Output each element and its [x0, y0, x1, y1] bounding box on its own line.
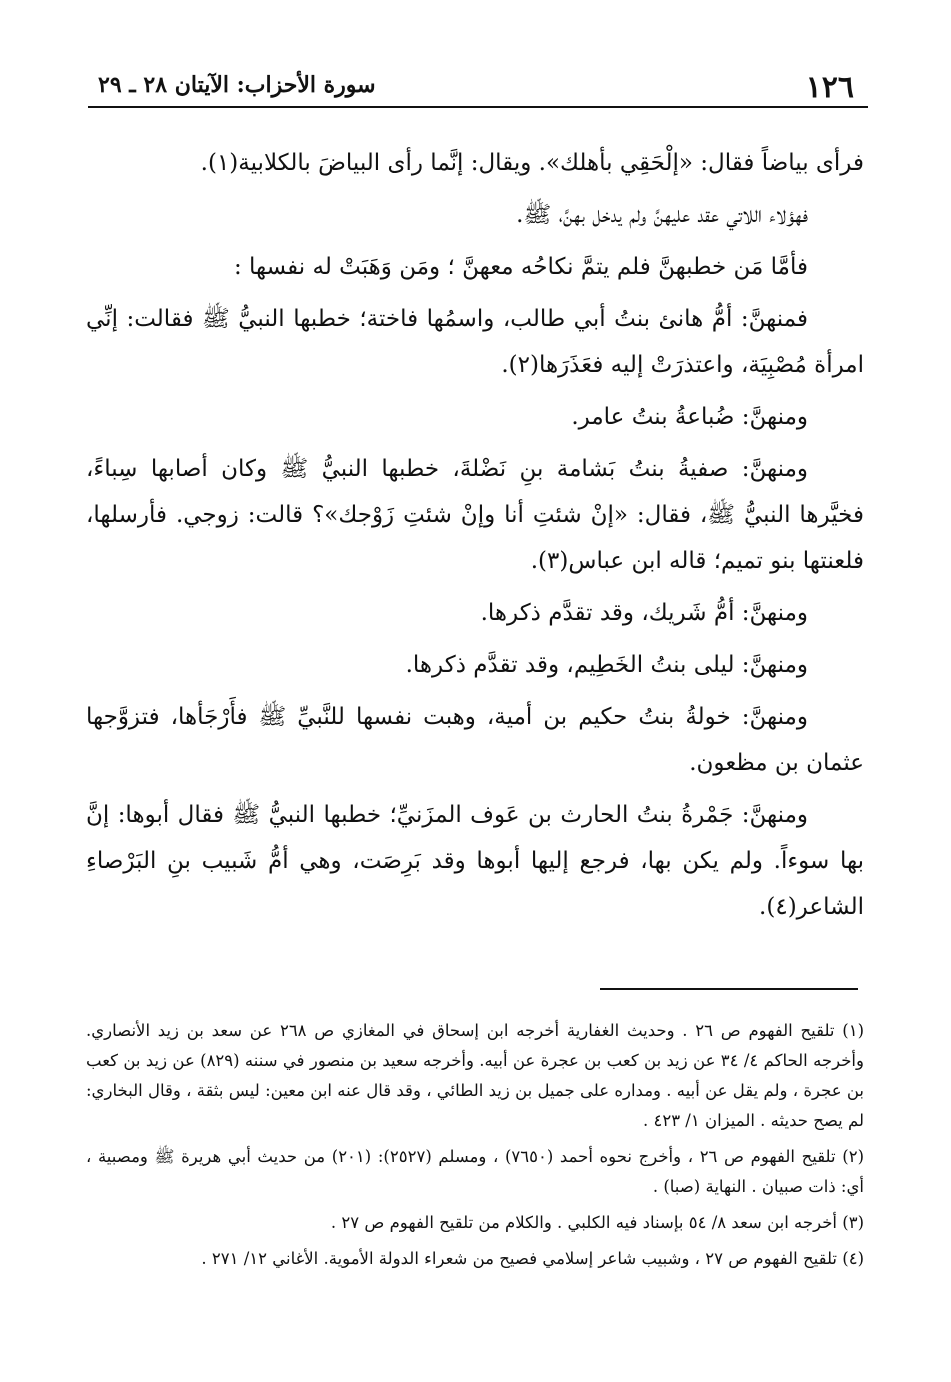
paragraph: فأمَّا مَن خطبهنَّ فلم يتمَّ نكاحُه معهنَّ ؛ ومَن وَهَبَتْ له نفسها :: [233, 254, 808, 280]
running-title: سورة الأحزاب: الآيتان ٢٨ ـ ٢٩: [98, 72, 376, 98]
footnote: (٣) أخرجه ابن سعد ٨/ ٥٤ بإسناد فيه الكلبي . والكلام من تلقيح الفهوم ص ٢٧ .: [330, 1213, 864, 1232]
paragraph: ومنهنَّ: صفيةُ بنتُ بَشامة بنِ نَضْلةَ، خطبها النبيُّ ﷺ وكان أصابها سِباءً، فخيَّرها النبيُّ ﷺ، فقال: «إنْ شئتِ أنا وإنْ شئتِ زَوْجك»؟ قالت: زوجي. فأرسلها، فلعنتها بنو تميم؛ قاله ابن عباس(٣).: [86, 456, 864, 574]
paragraph: ومنهنَّ: جَمْرةُ بنتُ الحارث بن عَوف المزَنيِّ؛ خطبها النبيُّ ﷺ فقال أبوها: إنَّ بها سوءاً. ولم يكن بها، فرجع إليها أبوها وقد بَرِصَت، وهي أمُّ شَبيب بنِ البَرْصاءِ الشاعر(٤).: [86, 802, 864, 920]
footnotes: [86, 1016, 864, 1280]
footnote: (٤) تلقيح الفهوم ص ٢٧ ، وشبيب شاعر إسلامي فصيح من شعراء الدولة الأموية. الأغاني ١٢/ ٢٧١ .: [201, 1249, 864, 1268]
paragraph: فرأى بياضاً فقال: «إلْحَقِي بأهلك». ويقال: إنَّما رأى البياضَ بالكلابية(١).: [200, 150, 864, 176]
paragraph: ومنهنَّ: ليلى بنتُ الخَطِيم، وقد تقدَّم ذكرها.: [405, 652, 808, 678]
paragraph: فهؤلاء اللاتي عقد عليهنَّ ولم يدخل بهنَّ، ﷺ.: [516, 202, 808, 228]
footnote-divider: [600, 988, 858, 990]
paragraph: ومنهنَّ: ضُباعةُ بنتُ عامر.: [571, 404, 808, 430]
footnote: (١) تلقيح الفهوم ص ٢٦ . وحديث الغفارية أخرجه ابن إسحاق في المغازي ص ٢٦٨ عن سعد بن زيد الأنصاري. وأخرجه الحاكم ٤/ ٣٤ عن زيد بن كعب بن عجرة عن أبيه. وأخرجه سعيد بن منصور في سننه (٨٢٩) عن زيد بن كعب بن عجرة ، ولم يقل عن أبيه . ومداره على جميل بن زيد الطائي ، وقد قال عنه ابن معين: ليس بثقة ، وقال البخاري: لم يصح حديثه . الميزان ١/ ٤٢٣ .: [86, 1021, 865, 1130]
paragraph: ومنهنَّ: خولةُ بنتُ حكيم بن أمية، وهبت نفسها للنَّبيِّ ﷺ فأَرْجَأها، فتزوَّجها عثمان بن مظعون.: [86, 704, 864, 776]
paragraph: ومنهنَّ: أمُّ شَريك، وقد تقدَّم ذكرها.: [480, 600, 808, 626]
paragraph: فمنهنَّ: أمُّ هانئ بنتُ أبي طالب، واسمُها فاختة؛ خطبها النبيُّ ﷺ فقالت: إنِّي امرأة مُصْبِيَة، واعتذرَتْ إليه فعَذَرَها(٢).: [86, 306, 864, 378]
footnote: (٢) تلقيح الفهوم ص ٢٦ ، وأخرج نحوه أحمد (٧٦٥٠) ، ومسلم (٢٥٢٧): (٢٠١) من حديث أبي هريرة ﷺ ومصبية ، أي: ذات صبيان . النهاية (صبا) .: [86, 1147, 864, 1196]
page-header: [88, 66, 868, 108]
main-text: [86, 140, 864, 936]
page-number: ١٢٦: [805, 70, 854, 105]
